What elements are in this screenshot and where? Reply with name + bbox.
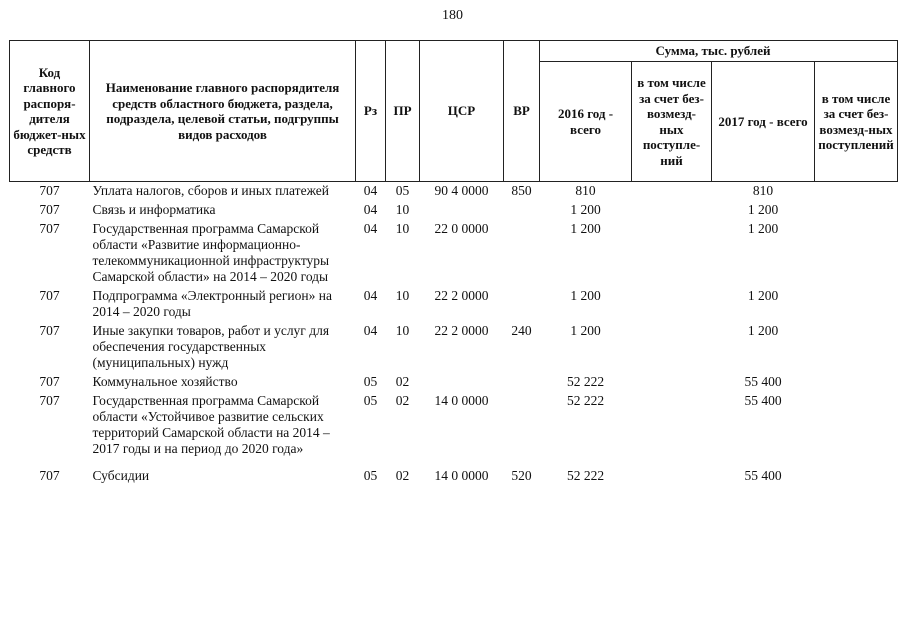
cell-rz: 04 bbox=[363, 288, 378, 303]
table-row bbox=[10, 201, 898, 220]
header-code: Код главного распоря-дителя бюджет-ных средств bbox=[10, 41, 90, 182]
cell-rz: 04 bbox=[363, 202, 378, 217]
cell-2016-total: 1 200 bbox=[570, 202, 601, 217]
header-rz: Рз bbox=[356, 41, 386, 182]
cell-vr bbox=[504, 201, 540, 220]
cell-2016-grants bbox=[632, 322, 712, 373]
cell-2017-total: 55 400 bbox=[744, 393, 782, 408]
cell-2016-total: 1 200 bbox=[570, 323, 601, 338]
cell-csr: 90 4 0000 bbox=[434, 183, 489, 198]
cell-2016-grants bbox=[632, 373, 712, 392]
cell-vr bbox=[504, 220, 540, 287]
header-2017-total: 2017 год - всего bbox=[712, 62, 815, 182]
cell-2017-total: 810 bbox=[752, 183, 774, 198]
cell-code: 707 bbox=[39, 323, 60, 338]
header-sum-group: Сумма, тыс. рублей bbox=[540, 41, 898, 62]
cell-pr: 10 bbox=[395, 202, 410, 217]
cell-2017-grants bbox=[815, 322, 898, 373]
cell-2016-total: 52 222 bbox=[566, 393, 605, 408]
cell-vr bbox=[504, 392, 540, 459]
cell-csr: 14 0 0000 bbox=[434, 393, 489, 408]
cell-name: Связь и информатика bbox=[92, 202, 216, 217]
table-row bbox=[10, 392, 898, 459]
cell-pr: 02 bbox=[395, 468, 410, 483]
cell-2017-grants bbox=[815, 392, 898, 459]
cell-code: 707 bbox=[39, 183, 60, 198]
cell-csr bbox=[420, 373, 504, 392]
cell-rz: 05 bbox=[363, 393, 378, 408]
table-row bbox=[10, 287, 898, 322]
cell-vr: 850 bbox=[511, 183, 532, 198]
cell-2016-grants bbox=[632, 287, 712, 322]
cell-2016-total: 52 222 bbox=[566, 374, 605, 389]
cell-code: 707 bbox=[39, 202, 60, 217]
cell-pr: 05 bbox=[395, 183, 410, 198]
table-row bbox=[10, 220, 898, 287]
cell-csr bbox=[420, 201, 504, 220]
cell-vr bbox=[504, 373, 540, 392]
header-2016-total: 2016 год - всего bbox=[540, 62, 632, 182]
cell-rz: 04 bbox=[363, 183, 378, 198]
cell-2017-grants bbox=[815, 220, 898, 287]
cell-vr: 520 bbox=[511, 468, 532, 483]
cell-csr: 14 0 0000 bbox=[434, 468, 489, 483]
cell-rz: 04 bbox=[363, 221, 378, 236]
cell-code: 707 bbox=[39, 288, 60, 303]
cell-2016-total: 810 bbox=[575, 183, 596, 198]
cell-2017-total: 1 200 bbox=[747, 288, 779, 303]
cell-vr bbox=[504, 287, 540, 322]
table-row bbox=[10, 182, 898, 202]
page-number: 180 bbox=[442, 8, 463, 23]
cell-2016-grants bbox=[632, 220, 712, 287]
header-row-1 bbox=[10, 41, 898, 62]
header-2017-grants: в том числе за счет без-возмезд-ных поступлений bbox=[815, 62, 898, 182]
cell-name: Коммунальное хозяйство bbox=[92, 374, 238, 389]
cell-name: Иные закупки товаров, работ и услуг для обеспечения государственных (муниципальных) нужд bbox=[92, 323, 330, 370]
cell-pr: 10 bbox=[395, 221, 410, 236]
cell-pr: 02 bbox=[395, 393, 410, 408]
header-name: Наименование главного распорядителя средств областного бюджета, раздела, подраздела, целевой статьи, подгруппы видов расходов bbox=[90, 41, 356, 182]
cell-csr: 22 2 0000 bbox=[434, 323, 489, 338]
cell-2016-total: 1 200 bbox=[570, 288, 601, 303]
cell-vr: 240 bbox=[511, 323, 532, 338]
cell-name: Субсидии bbox=[92, 468, 150, 483]
cell-pr: 02 bbox=[395, 374, 410, 389]
header-2016-grants: в том числе за счет без-возмезд-ных поступле-ний bbox=[632, 62, 712, 182]
table-row bbox=[10, 322, 898, 373]
cell-name: Подпрограмма «Электронный регион» на 2014 – 2020 годы bbox=[92, 288, 332, 319]
cell-2016-grants bbox=[632, 392, 712, 459]
cell-2016-grants bbox=[632, 182, 712, 202]
header-csr: ЦСР bbox=[420, 41, 504, 182]
cell-csr: 22 2 0000 bbox=[434, 288, 489, 303]
cell-rz: 05 bbox=[363, 374, 378, 389]
cell-2017-total: 55 400 bbox=[744, 374, 782, 389]
cell-csr: 22 0 0000 bbox=[434, 221, 489, 236]
cell-2017-grants bbox=[815, 201, 898, 220]
cell-2017-total: 1 200 bbox=[747, 221, 779, 236]
cell-2017-total: 1 200 bbox=[747, 202, 779, 217]
cell-code: 707 bbox=[39, 468, 60, 483]
cell-2016-grants bbox=[632, 201, 712, 220]
cell-code: 707 bbox=[39, 221, 60, 236]
cell-rz: 05 bbox=[363, 468, 378, 483]
cell-rz: 04 bbox=[363, 323, 378, 338]
cell-name: Государственная программа Самарской области «Развитие информационно-телекоммуникационной инфраструктуры Самарской области» на 2014 – 2020 годы bbox=[92, 221, 330, 284]
cell-2017-grants bbox=[815, 373, 898, 392]
cell-name: Уплата налогов, сборов и иных платежей bbox=[92, 183, 329, 198]
budget-table bbox=[9, 40, 898, 486]
header-vr: ВР bbox=[504, 41, 540, 182]
cell-2017-total: 1 200 bbox=[747, 323, 779, 338]
cell-2017-total: 55 400 bbox=[744, 468, 782, 483]
cell-2016-grants bbox=[632, 459, 712, 486]
cell-pr: 10 bbox=[395, 323, 410, 338]
cell-2017-grants bbox=[815, 182, 898, 202]
cell-2016-total: 1 200 bbox=[570, 221, 601, 236]
header-pr: ПР bbox=[386, 41, 420, 182]
table-row bbox=[10, 373, 898, 392]
cell-2017-grants bbox=[815, 459, 898, 486]
table-row bbox=[10, 459, 898, 486]
cell-code: 707 bbox=[39, 374, 60, 389]
cell-code: 707 bbox=[39, 393, 60, 408]
cell-2016-total: 52 222 bbox=[566, 468, 605, 483]
cell-name: Государственная программа Самарской области «Устойчивое развитие сельских территорий Самарской области на 2014 – 2017 годы и на период до 2020 года» bbox=[92, 393, 330, 456]
cell-pr: 10 bbox=[395, 288, 410, 303]
cell-2017-grants bbox=[815, 287, 898, 322]
